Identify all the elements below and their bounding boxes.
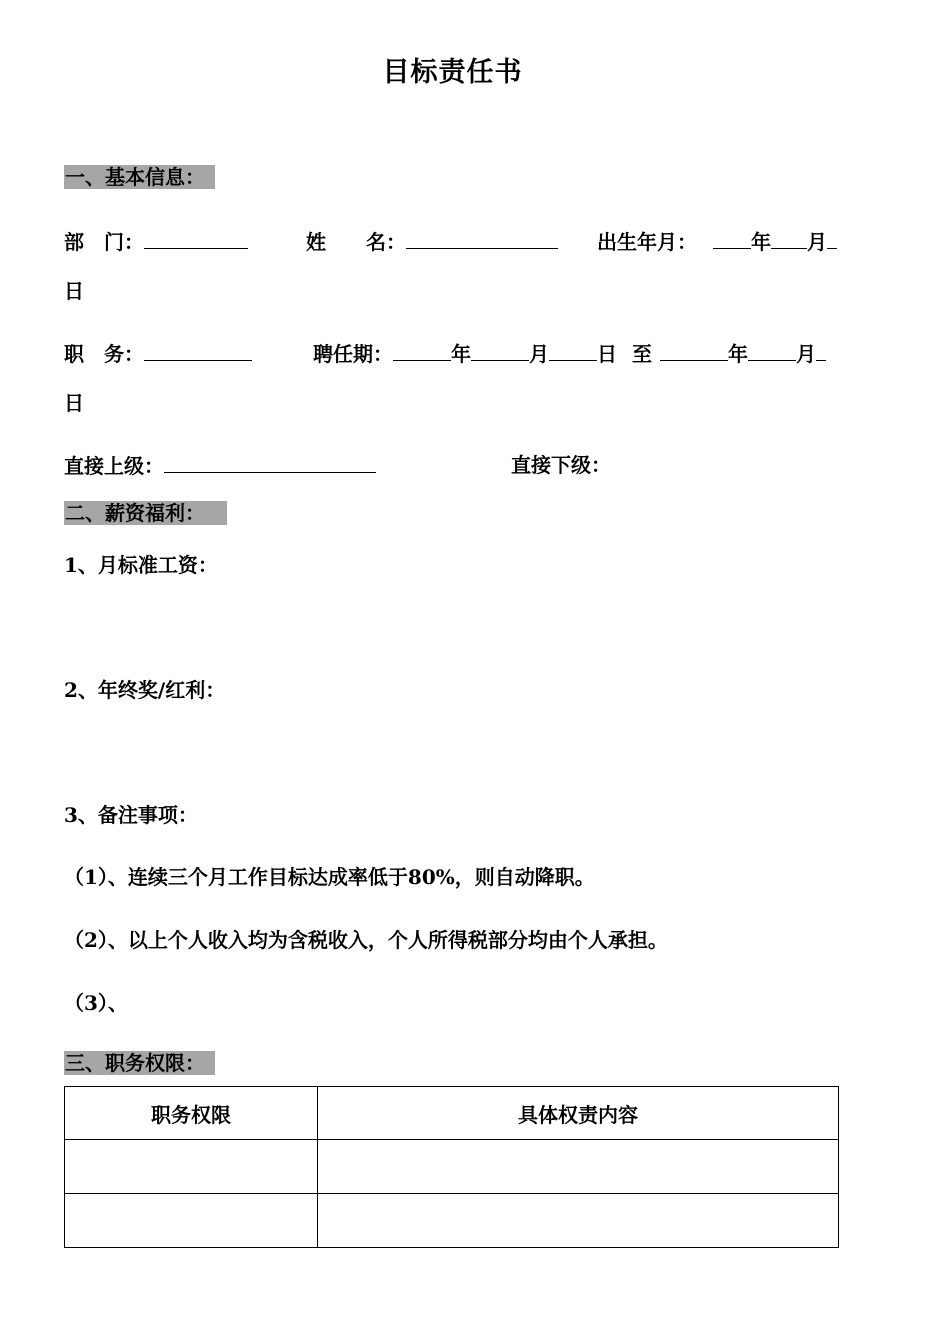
page-title: 目标责任书	[382, 57, 523, 88]
birth-row	[597, 228, 837, 255]
name-field[interactable]	[406, 228, 558, 249]
birth-day-unit: 日	[64, 279, 84, 303]
table-row	[65, 1194, 839, 1248]
note-item-1: （1）、连续三个月工作目标达成率低于80%，则自动降职。	[64, 865, 595, 889]
term-row	[313, 340, 826, 367]
subordinate-label: 直接下级：	[511, 453, 611, 477]
table-cell[interactable]	[318, 1140, 839, 1194]
birth-month-field[interactable]	[771, 228, 807, 249]
term-end-day-unit: 日	[64, 391, 84, 415]
superior-label: 直接上级：	[64, 454, 164, 478]
birth-year-unit: 年	[751, 230, 771, 254]
term-end-month-field[interactable]	[748, 340, 796, 361]
column-header-responsibility: 具体权责内容	[318, 1087, 839, 1140]
name-label: 姓 名：	[306, 230, 406, 254]
superior-field[interactable]	[164, 452, 376, 473]
birth-month-unit: 月	[807, 230, 827, 254]
dept-field[interactable]	[144, 228, 248, 249]
note-item-3: （3）、	[64, 991, 128, 1015]
term-end-month-unit: 月	[795, 342, 816, 366]
position-label: 职 务：	[64, 342, 144, 366]
term-start-day-field[interactable]	[549, 340, 597, 361]
name-row	[306, 228, 558, 255]
table-row	[65, 1140, 839, 1194]
term-start-year-field[interactable]	[393, 340, 451, 361]
position-field[interactable]	[144, 340, 252, 361]
term-start-month-unit: 月	[529, 342, 549, 366]
salary-item-bonus: 2、年终奖/红利：	[64, 678, 226, 702]
term-start-month-field[interactable]	[471, 340, 529, 361]
section-heading-salary: 二、薪资福利：	[64, 501, 227, 525]
position-row	[64, 340, 252, 367]
table-cell[interactable]	[65, 1194, 318, 1248]
section-heading-basic-info: 一、基本信息：	[64, 165, 215, 189]
term-start-day-unit: 日	[597, 342, 617, 366]
table-header-row	[65, 1087, 839, 1140]
birth-label: 出生年月：	[597, 230, 697, 254]
term-end-year-field[interactable]	[660, 340, 728, 361]
salary-item-monthly: 1、月标准工资：	[64, 553, 218, 577]
superior-row	[64, 452, 376, 479]
dept-label: 部 门：	[64, 230, 144, 254]
section-heading-authority: 三、职务权限：	[64, 1051, 215, 1075]
table-cell[interactable]	[318, 1194, 839, 1248]
authority-table	[64, 1086, 839, 1248]
note-item-2: （2）、以上个人收入均为含税收入，个人所得税部分均由个人承担。	[64, 928, 668, 952]
salary-item-notes: 3、备注事项：	[64, 803, 198, 827]
term-end-year-unit: 年	[727, 342, 748, 366]
birth-day-field[interactable]	[827, 228, 837, 249]
term-label: 聘任期：	[313, 342, 393, 366]
column-header-authority: 职务权限	[65, 1087, 318, 1140]
table-cell[interactable]	[65, 1140, 318, 1194]
birth-year-field[interactable]	[713, 228, 751, 249]
term-start-year-unit: 年	[451, 342, 471, 366]
term-to: 至	[631, 342, 652, 366]
dept-row	[64, 228, 248, 255]
term-end-day-field[interactable]	[816, 340, 826, 361]
